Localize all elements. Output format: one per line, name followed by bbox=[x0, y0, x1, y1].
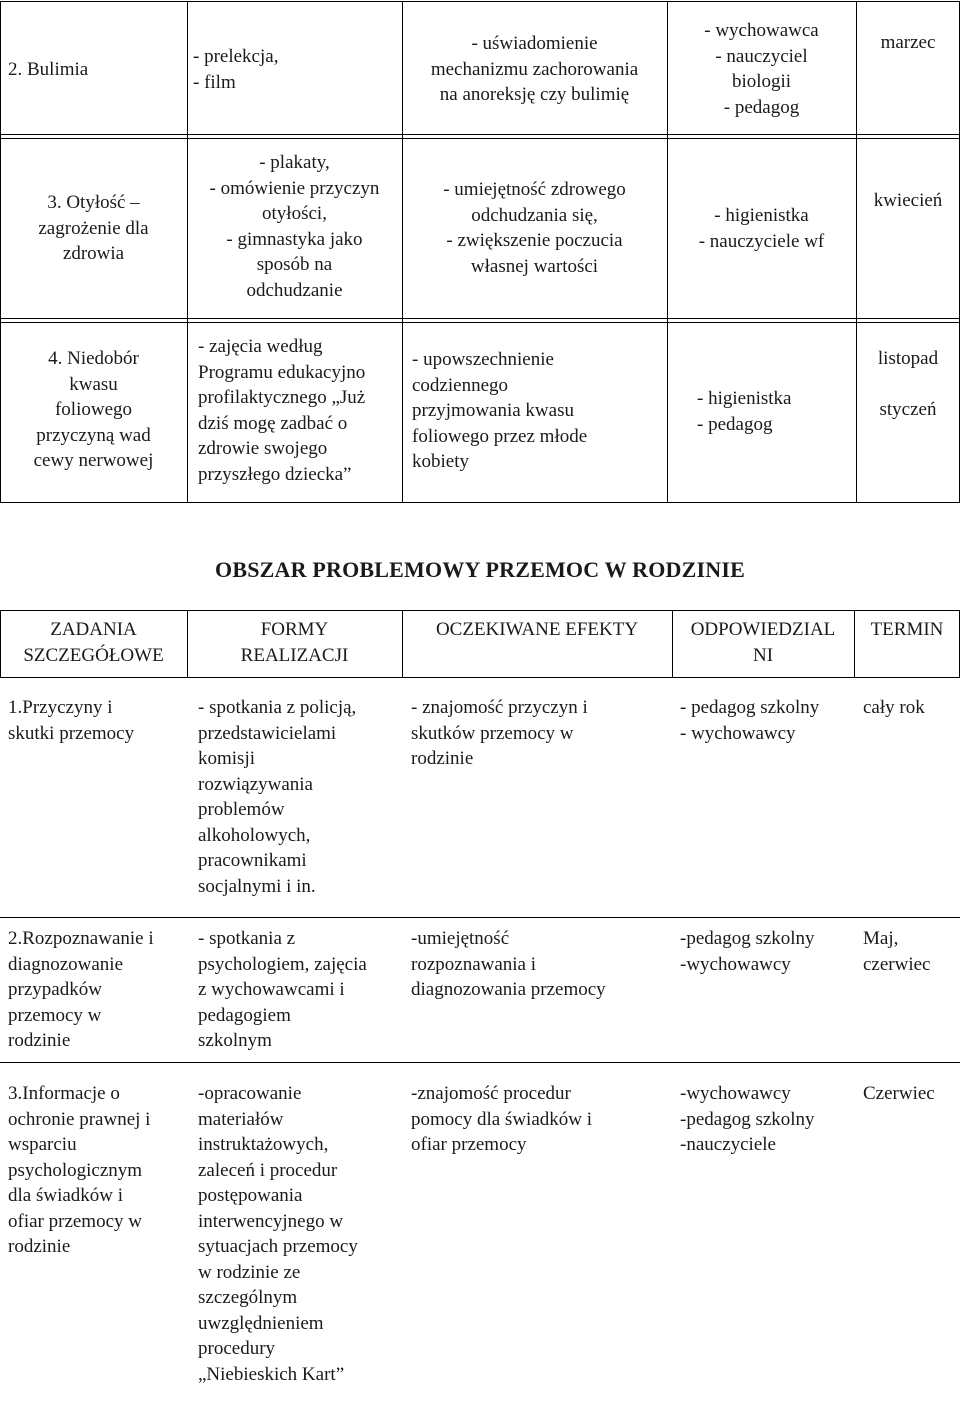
bottom-row-1-forms: - spotkania z policją, przedstawicielami komisji rozwiązywania problemów alkoholowych, pracownikami socjalnymi i in. bbox=[198, 697, 357, 897]
header-forms: FORMY REALIZACJI bbox=[240, 619, 349, 666]
bottom-row-2-term: Maj, czerwiec bbox=[863, 928, 931, 975]
top-row-1-responsible: - wychowawca - nauczyciel biologii - pedagog bbox=[704, 20, 819, 118]
top-row-3-forms: - zajęcia według Programu edukacyjno profilaktycznego „Już dziś mogę zadbać o zdrowie swojego przyszłego dziecka” bbox=[198, 336, 366, 485]
top-row-1-term: marzec bbox=[880, 32, 936, 53]
top-row-3-topic: 4. Niedobór kwasu foliowego przyczyną wad cewy nerwowej bbox=[33, 348, 154, 471]
bottom-row-3-forms: -opracowanie materiałów instruktażowych, zaleceń i procedur postępowania interwencyjnego w sytuacjach przemocy w rodzinie ze szczególnym uwzględnieniem procedury „Niebieskich Kart” bbox=[198, 1083, 358, 1385]
top-row-1-topic: 2. Bulimia bbox=[8, 59, 89, 80]
bottom-row-3-task: 3.Informacje o ochronie prawnej i wsparciu psychologicznym dla świadków i ofiar przemocy w rodzinie bbox=[8, 1083, 151, 1257]
top-row-3-effects: - upowszechnienie codziennego przyjmowania kwasu foliowego przez młode kobiety bbox=[412, 349, 588, 472]
header-term: TERMIN bbox=[870, 619, 944, 640]
bottom-row-1-task: 1.Przyczyny i skutki przemocy bbox=[8, 697, 135, 744]
bottom-row-3-effects: -znajomość procedur pomocy dla świadków i ofiar przemocy bbox=[411, 1083, 593, 1155]
bottom-row-2-forms: - spotkania z psychologiem, zajęcia z wychowawcami i pedagogiem szkolnym bbox=[198, 928, 367, 1051]
bottom-row-2-effects: -umiejętność rozpoznawania i diagnozowania przemocy bbox=[411, 928, 606, 1000]
section-title: OBSZAR PROBLEMOWY PRZEMOC W RODZINIE bbox=[215, 557, 745, 582]
header-effects: OCZEKIWANE EFEKTY bbox=[435, 619, 639, 640]
top-row-1-effects: - uświadomienie mechanizmu zachorowania na anoreksję czy bulimię bbox=[430, 33, 639, 105]
bottom-row-1-term: cały rok bbox=[863, 697, 925, 718]
bottom-row-1-effects: - znajomość przyczyn i skutków przemocy w rodzinie bbox=[411, 697, 588, 769]
bottom-row-3-term: Czerwiec bbox=[863, 1083, 935, 1104]
bottom-row-2-responsible: -pedagog szkolny -wychowawcy bbox=[680, 928, 815, 975]
top-row-2-topic: 3. Otyłość – zagrożenie dla zdrowia bbox=[38, 192, 149, 264]
top-row-3-responsible: - higienistka - pedagog bbox=[697, 388, 792, 435]
top-row-3-term: listopad styczeń bbox=[877, 348, 939, 420]
top-row-2-forms: - plakaty, - omówienie przyczyn otyłości, - gimnastyka jako sposób na odchudzanie bbox=[209, 152, 380, 301]
bottom-row-1-responsible: - pedagog szkolny - wychowawcy bbox=[680, 697, 820, 744]
top-row-2-responsible: - higienistka - nauczyciele wf bbox=[698, 205, 825, 252]
bottom-row-2-task: 2.Rozpoznawanie i diagnozowanie przypadków przemocy w rodzinie bbox=[8, 928, 154, 1051]
top-row-2-effects: - umiejętność zdrowego odchudzania się, - zwiększenie poczucia własnej wartości bbox=[443, 179, 626, 277]
top-row-1-forms: - prelekcja, - film bbox=[193, 46, 279, 93]
header-tasks: ZADANIA SZCZEGÓŁOWE bbox=[23, 619, 164, 666]
top-row-2-term: kwiecień bbox=[873, 190, 943, 211]
bottom-row-3-responsible: -wychowawcy -pedagog szkolny -nauczyciele bbox=[680, 1083, 815, 1155]
header-responsible: ODPOWIEDZIAL NI bbox=[690, 619, 836, 666]
